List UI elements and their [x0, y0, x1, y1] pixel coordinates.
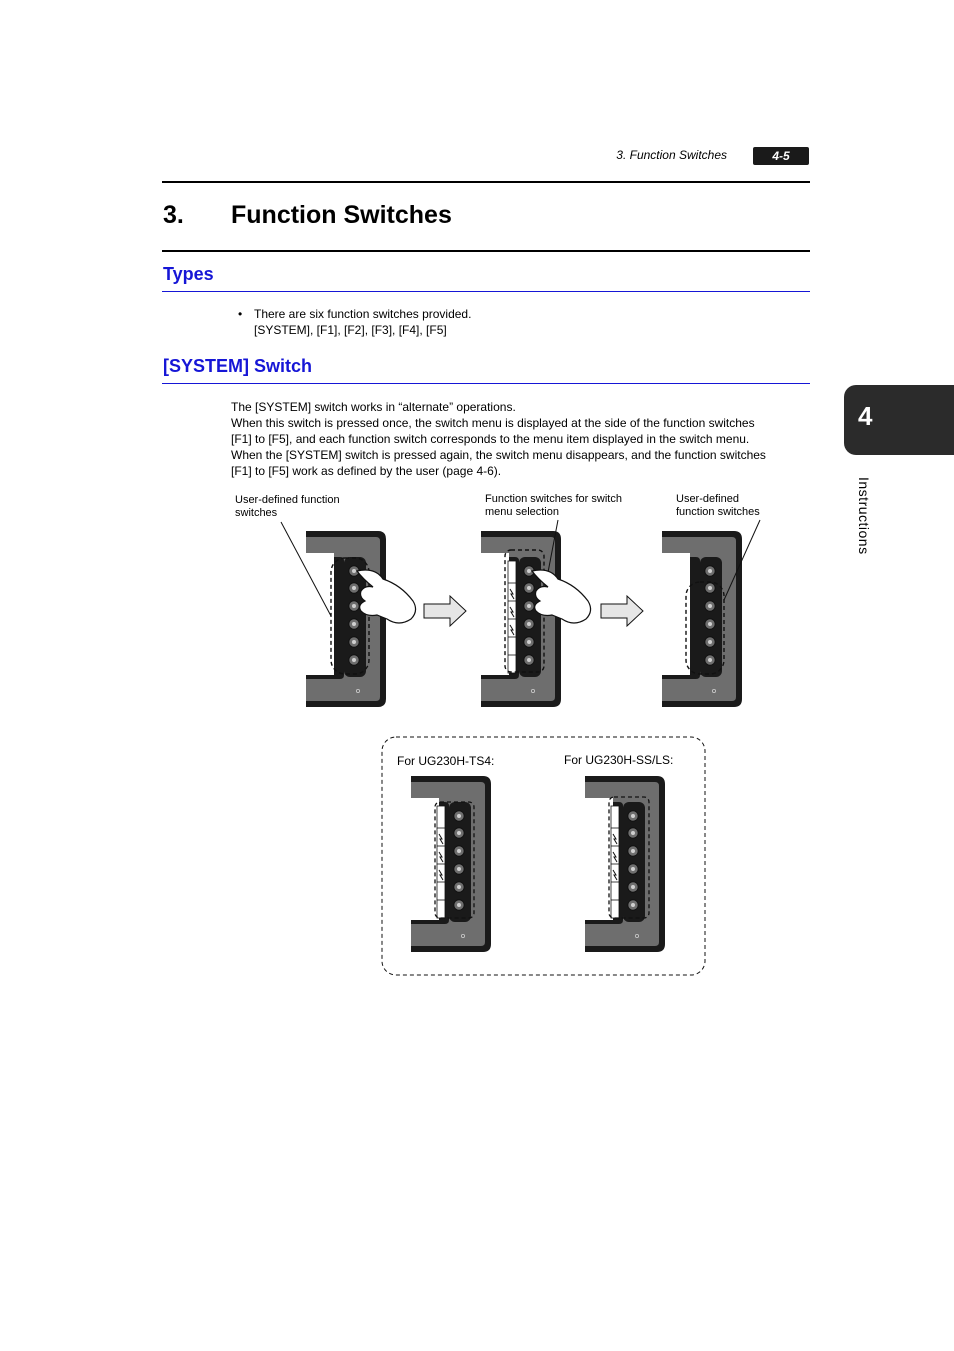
model-label-ss: For UG230H-SS/LS:: [564, 753, 674, 767]
types-heading: Types: [163, 264, 214, 284]
bullet-line-2: [SYSTEM], [F1], [F2], [F3], [F4], [F5]: [254, 323, 447, 337]
panel-state-2: [481, 531, 561, 707]
callout-line: User-defined function: [235, 494, 340, 506]
arrow-right-icon: [601, 596, 643, 626]
paragraph-line: [F1] to [F5], and each function switch corresponds to the menu item displayed in the switch menu.: [231, 432, 750, 446]
panel-state-3: [662, 531, 742, 707]
bullet-dot: •: [238, 307, 243, 321]
chapter-number: 3.: [163, 201, 184, 229]
callout-line: switches: [235, 507, 278, 519]
callout-line: Function switches for switch: [485, 493, 622, 505]
paragraph-line: [F1] to [F5] work as defined by the user (page 4-6).: [231, 464, 502, 478]
arrow-right-icon: [424, 596, 466, 626]
callout-line: function switches: [676, 506, 760, 518]
chapter-tab-number: 4: [858, 401, 873, 431]
paragraph-line: When this switch is pressed once, the switch menu is displayed at the side of the function switches: [231, 416, 755, 430]
callout-line: menu selection: [485, 506, 559, 518]
bullet-line-1: There are six function switches provided.: [254, 307, 472, 321]
page-number-badge: 4-5: [753, 147, 809, 165]
model-label-ts4: For UG230H-TS4:: [397, 754, 495, 768]
paragraph-line: When the [SYSTEM] switch is pressed again, the switch menu disappears, and the function switches: [231, 448, 766, 462]
system-switch-heading: [SYSTEM] Switch: [163, 356, 313, 376]
chapter-tab-label: Instructions: [856, 477, 872, 555]
running-title: 3. Function Switches: [616, 148, 727, 162]
chapter-title-text: Function Switches: [231, 201, 452, 229]
paragraph-line: The [SYSTEM] switch works in “alternate” operations.: [231, 400, 516, 414]
callout-line: User-defined: [676, 493, 739, 505]
panel-ug230h-ss: [585, 776, 665, 952]
